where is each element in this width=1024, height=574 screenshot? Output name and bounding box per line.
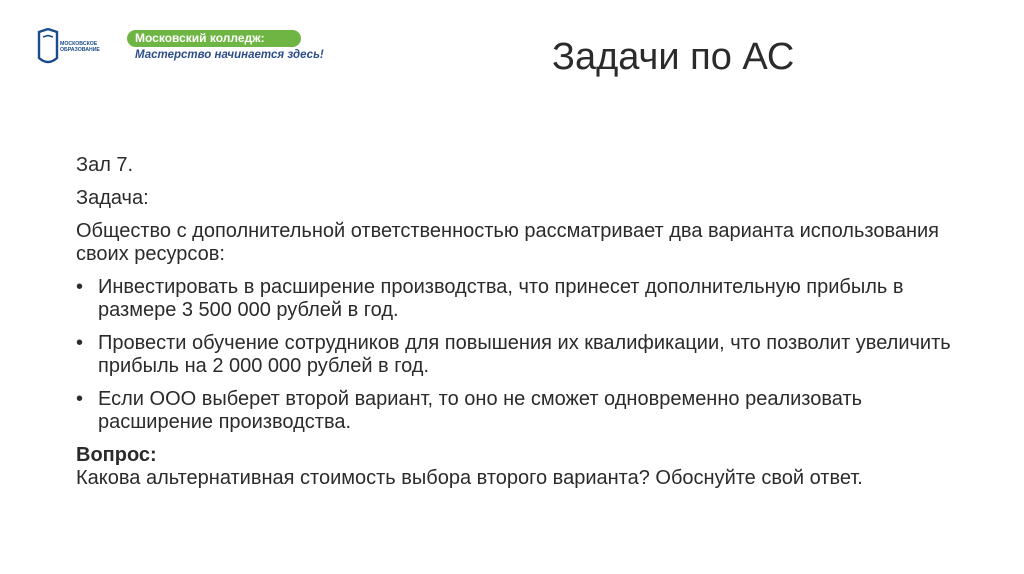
college-name: Московский колледж:: [135, 31, 265, 45]
bullet-icon: •: [76, 332, 84, 354]
education-logo-line2: ОБРАЗОВАНИЕ: [60, 47, 100, 54]
question-label: Вопрос:: [76, 444, 157, 466]
list-item: [76, 332, 956, 378]
list-item: [76, 388, 956, 434]
slide-title: Задачи по АС: [552, 36, 795, 78]
bullet-icon: •: [76, 276, 84, 298]
bullet-text: Если ООО выберет второй вариант, то оно не сможет одновременно реализовать расширение производства.: [98, 388, 863, 433]
education-logo-text: [60, 41, 108, 53]
bullet-text: Инвестировать в расширение производства, что принесет дополнительную прибыль в размере 3 500 000 рублей в год.: [98, 276, 904, 321]
bullet-icon: •: [76, 388, 84, 410]
book-shield-icon: [36, 28, 60, 72]
bullet-list: [76, 276, 956, 434]
slide-body: [76, 154, 956, 490]
college-logo: [127, 30, 324, 70]
question-text: Какова альтернативная стоимость выбора второго варианта? Обоснуйте свой ответ.: [76, 467, 863, 489]
hall-label: Зал 7.: [76, 154, 134, 176]
task-intro: Общество с дополнительной ответственностью рассматривает два варианта использования своих ресурсов:: [76, 220, 940, 265]
moscow-education-logo: [36, 28, 106, 72]
education-logo-line1: МОСКОВСКОЕ: [60, 41, 98, 47]
question-block: [76, 444, 956, 490]
task-label: Задача:: [76, 187, 149, 209]
list-item: [76, 276, 956, 322]
college-slogan: Мастерство начинается здесь!: [135, 49, 324, 61]
bullet-text: Провести обучение сотрудников для повышения их квалификации, что позволит увеличить прибыль на 2 000 000 рублей в год.: [98, 332, 951, 377]
